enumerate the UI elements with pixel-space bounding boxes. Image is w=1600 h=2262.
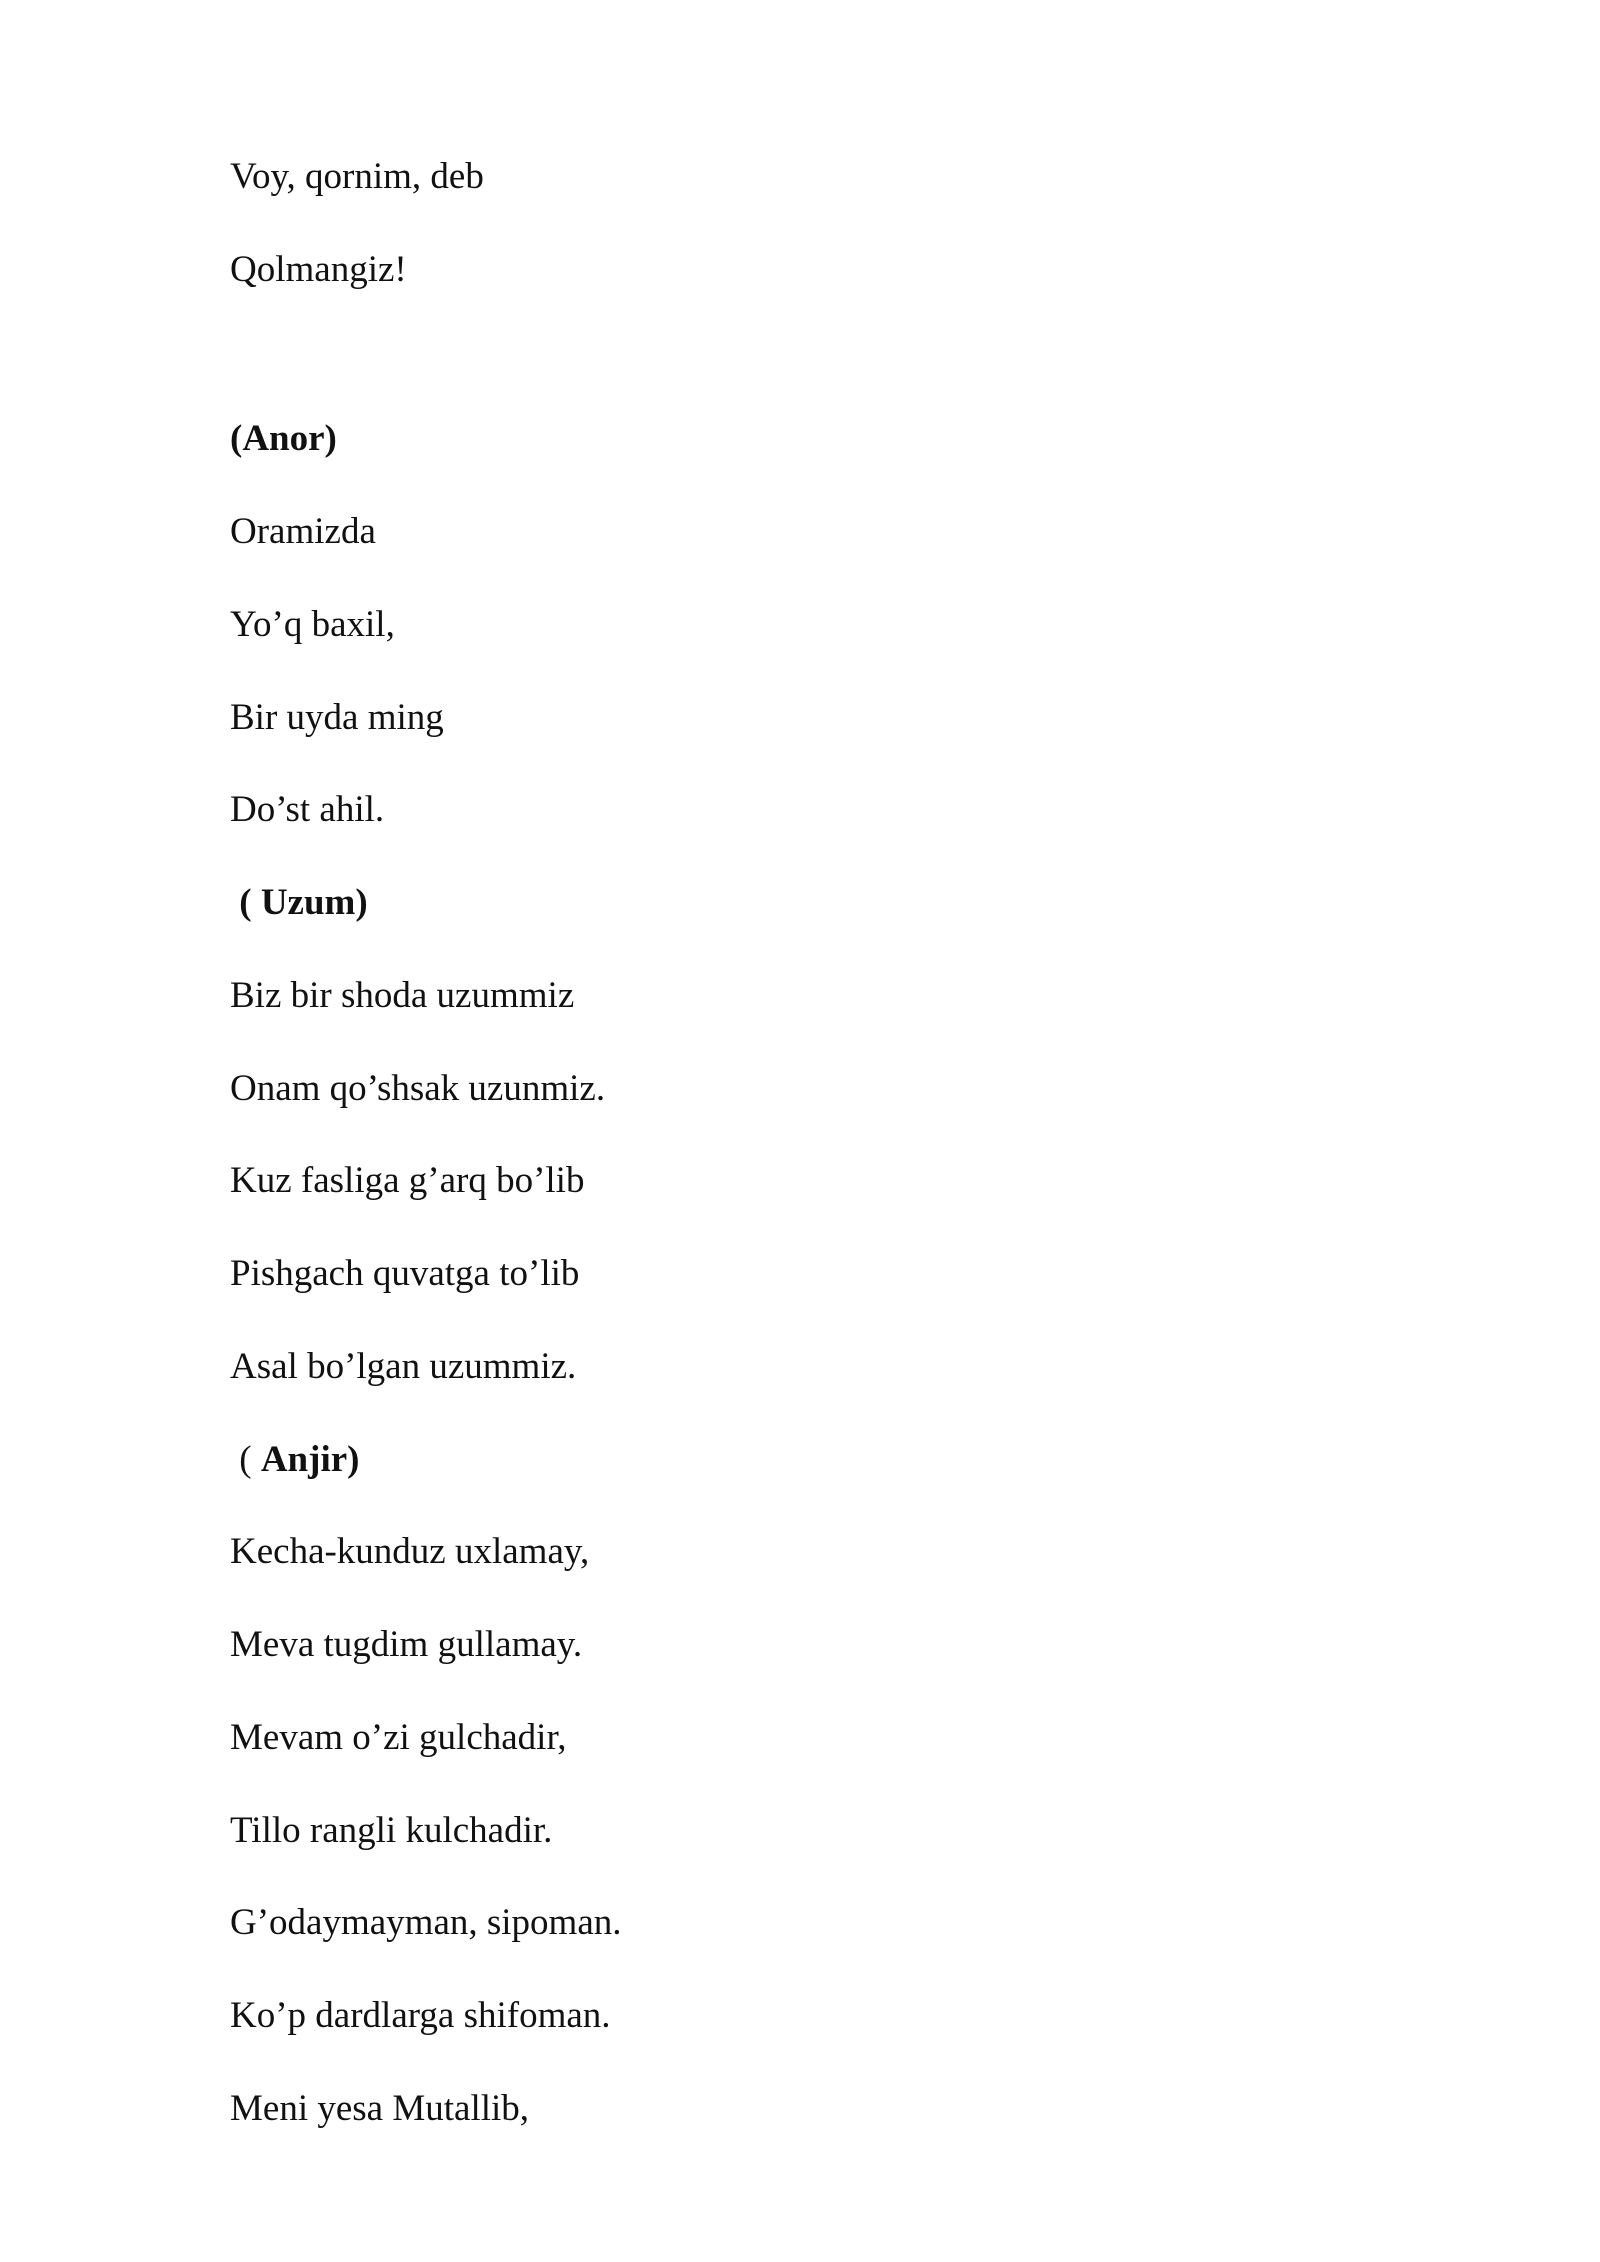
poem-line: Meva tugdim gullamay. (230, 1624, 583, 1665)
poem-line: Tillo rangli kulchadir. (230, 1810, 553, 1851)
poem-line: Do’st ahil. (230, 789, 385, 830)
section-heading-anjir (230, 1438, 359, 1482)
poem-line: Mevam o’zi gulchadir, (230, 1717, 567, 1758)
poem-line: Kuz fasliga g’arq bo’lib (230, 1160, 585, 1201)
poem-line: Qolmangiz! (230, 249, 407, 290)
poem-line: Yo’q baxil, (230, 604, 395, 645)
poem-line: Bir uyda ming (230, 697, 444, 738)
poem-line: Pishgach quvatga to’lib (230, 1253, 580, 1294)
poem-line: Oramizda (230, 511, 376, 552)
poem-line: Voy, qornim, deb (230, 156, 484, 197)
poem-line: Kecha-kunduz uxlamay, (230, 1531, 590, 1572)
poem-line: Biz bir shoda uzummiz (230, 975, 575, 1016)
heading-label: Anjir) (260, 1439, 360, 1480)
heading-prefix: ( (230, 1439, 261, 1480)
poem-line: Ko’p dardlarga shifoman. (230, 1995, 611, 2036)
section-heading-anor: (Anor) (230, 418, 337, 459)
poem-line: Onam qo’shsak uzunmiz. (230, 1068, 606, 1109)
poem-line: Asal bo’lgan uzummiz. (230, 1346, 577, 1387)
poem-line: G’odaymayman, sipoman. (230, 1902, 622, 1943)
poem-line: Meni yesa Mutallib, (230, 2088, 530, 2129)
section-heading-uzum: ( Uzum) (230, 882, 368, 923)
